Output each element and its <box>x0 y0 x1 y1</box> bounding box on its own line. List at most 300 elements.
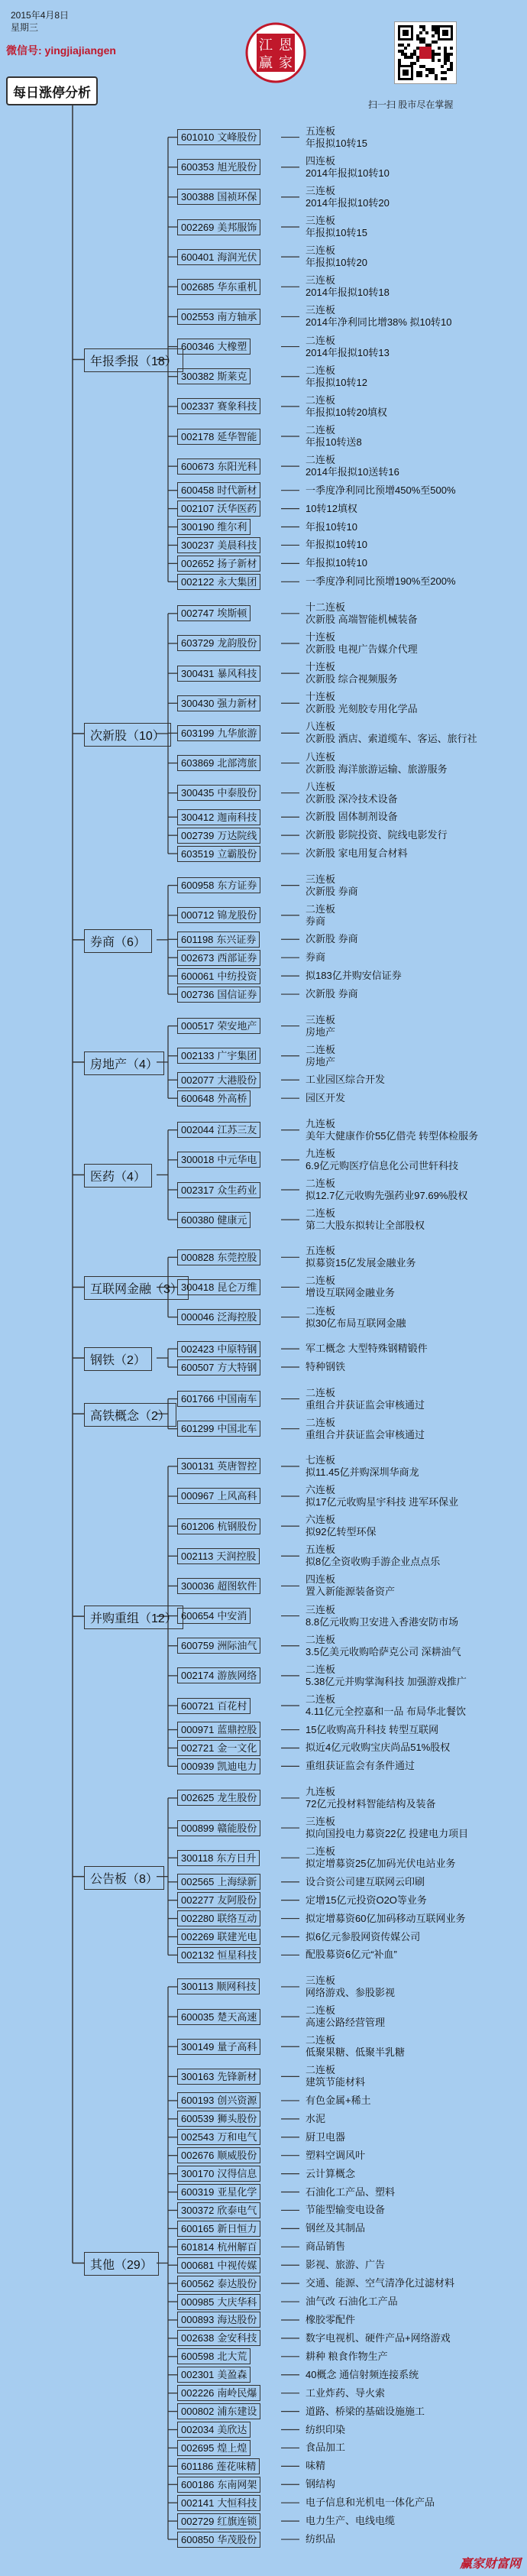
stock-note-line: 6.9亿元购医疗信息化公司世轩科技 <box>306 1159 459 1171</box>
stock-code: 002113 <box>181 1550 214 1562</box>
stock-name: 楚天高速 <box>217 2011 257 2023</box>
stock-note-line: 2014年报拟10送转16 <box>306 466 399 478</box>
stock-code: 002739 <box>181 829 215 841</box>
stock-note-line: 建筑节能材料 <box>306 2076 366 2088</box>
stock-note-line: 纺织印染 <box>306 2423 346 2435</box>
stock-code: 002337 <box>181 400 215 413</box>
stock-node <box>177 2532 260 2548</box>
stock-note-line: 拟92亿转型环保 <box>306 1526 377 1538</box>
stock-name: 英唐智控 <box>217 1460 257 1473</box>
stock-note <box>306 2332 451 2344</box>
stock-code: 603869 <box>181 757 215 770</box>
stock-code: 002695 <box>181 2442 215 2454</box>
stock-node <box>177 1667 260 1683</box>
stock-code: 000893 <box>181 2314 215 2326</box>
stock-node <box>177 2348 251 2364</box>
stock-node <box>177 2221 260 2237</box>
stock-name: 中视传媒 <box>217 2259 257 2271</box>
stock-note <box>306 575 456 588</box>
stock-note <box>306 2387 385 2399</box>
stock-node <box>177 1359 260 1375</box>
stock-note <box>306 2424 345 2436</box>
stock-node <box>177 2422 251 2438</box>
stock-node <box>177 877 260 893</box>
stock-node <box>177 968 260 984</box>
stock-note-line: 二连板 <box>306 2034 336 2046</box>
header-date: 2015年4月8日 <box>11 10 70 21</box>
stock-note <box>306 1913 465 1925</box>
stock-name: 联建光电 <box>217 1931 257 1943</box>
stock-node <box>177 2276 260 2292</box>
stock-note <box>306 2515 395 2527</box>
stock-note <box>306 1894 427 1907</box>
stock-node <box>177 605 251 621</box>
stock-note-line: 二连板 <box>306 2064 336 2076</box>
stock-node <box>177 1850 260 1866</box>
stock-note-line: 重组获证监会有条件通过 <box>306 1760 415 1772</box>
stock-note-line: 二连板 <box>306 1275 336 1287</box>
stock-node <box>177 1122 260 1138</box>
category-node: 高铁概念（2） <box>84 1403 176 1427</box>
stock-note-line: 2014年报拟10转10 <box>306 167 390 179</box>
stock-code: 300163 <box>181 2070 215 2082</box>
stock-note-line: 三连板 <box>306 1974 336 1986</box>
stock-node <box>177 809 260 825</box>
stock-note-line: 二连板 <box>306 1663 336 1675</box>
stock-node <box>177 828 260 844</box>
stock-node <box>177 1421 260 1437</box>
stock-name: 龙生股份 <box>217 1792 257 1804</box>
stock-note-line: 次新股 光刻胶专用化学品 <box>306 703 418 715</box>
stock-name: 中国南车 <box>217 1393 257 1405</box>
stock-name: 大庆华科 <box>217 2296 257 2308</box>
stock-code: 002736 <box>181 988 215 1000</box>
stock-note <box>306 2222 365 2234</box>
stock-note-line: 二连板 <box>306 1386 336 1398</box>
stock-node <box>177 1698 251 1714</box>
stock-code: 002133 <box>181 1050 215 1062</box>
stock-node <box>177 2239 260 2255</box>
stock-note <box>306 1044 335 1068</box>
stock-code: 002269 <box>181 221 215 233</box>
stock-note-line: 15亿收购高升科技 转型互联网 <box>306 1723 439 1735</box>
stock-code: 300018 <box>181 1154 215 1166</box>
stock-name: 广宇集团 <box>217 1050 257 1062</box>
stock-note <box>306 185 390 209</box>
stock-name: 华茂股份 <box>217 2533 257 2545</box>
stock-name: 泰达股份 <box>217 2277 257 2289</box>
stock-name: 百花村 <box>217 1700 247 1712</box>
stock-note-line: 道路、桥梁的基础设施施工 <box>306 2405 425 2417</box>
stock-node <box>177 309 260 325</box>
stock-node <box>177 907 260 923</box>
stock-code: 600648 <box>181 1092 215 1104</box>
stock-note-line: 八连板 <box>306 750 336 763</box>
stock-name: 江苏三友 <box>217 1124 257 1136</box>
stock-name: 金安科技 <box>217 2332 257 2344</box>
stock-node <box>177 1820 260 1836</box>
stock-name: 浦东建设 <box>217 2406 257 2418</box>
stock-code: 600165 <box>181 2222 215 2234</box>
stock-name: 创兴资源 <box>217 2095 257 2107</box>
stock-node <box>177 1391 260 1407</box>
stock-note <box>306 1975 395 1999</box>
stock-node <box>177 249 260 265</box>
stock-node <box>177 2294 260 2310</box>
stock-note-line: 纺织品 <box>306 2533 336 2545</box>
stock-name: 美邦服饰 <box>217 221 257 233</box>
stock-note-line: 次新股 综合视频服务 <box>306 673 398 685</box>
stock-code: 000681 <box>181 2259 215 2271</box>
stock-name: 杭钢股份 <box>217 1520 257 1532</box>
stock-code: 002652 <box>181 557 215 569</box>
stock-note-line: 园区开发 <box>306 1092 346 1104</box>
stock-note-line: 九连板 <box>306 1117 336 1129</box>
stock-name: 美晨科技 <box>217 539 257 551</box>
stock-name: 国信证券 <box>217 988 257 1000</box>
stock-note-line: 网络游戏、参股影视 <box>306 1986 396 1998</box>
stock-name: 东方日升 <box>216 1852 257 1864</box>
stock-note-line: 二连板 <box>306 1633 336 1645</box>
wechat-id: 微信号: yingjiajiangen <box>6 44 116 57</box>
stock-note-line: 十二连板 <box>306 601 346 613</box>
stock-node <box>177 1722 260 1738</box>
stock-node <box>177 2039 260 2055</box>
stock-note <box>306 2406 425 2418</box>
root-node: 每日涨停分析 <box>6 76 98 105</box>
category-node: 房地产（4） <box>84 1051 164 1075</box>
stock-note-line: 拟17亿元收购星宇科技 进军环保业 <box>306 1495 459 1508</box>
stock-code: 300430 <box>181 697 215 709</box>
stock-note <box>306 1484 458 1508</box>
stock-note-line: 拟定增募资60亿加码移动互联网业务 <box>306 1912 466 1924</box>
stock-node <box>177 1978 260 1994</box>
stock-code: 002280 <box>181 1913 215 1925</box>
stock-code: 600507 <box>181 1361 215 1373</box>
stock-note <box>306 2369 419 2381</box>
stock-note-line: 钢结构 <box>306 2478 336 2490</box>
stock-note-line: 电子信息和光机电一体化产品 <box>306 2497 435 2509</box>
stock-note-line: 二连板 <box>306 334 336 346</box>
stock-node <box>177 2440 251 2456</box>
stock-note <box>306 903 335 928</box>
stock-node <box>177 635 260 651</box>
stock-note-line: 三连板 <box>306 274 336 287</box>
stock-code: 600458 <box>181 484 215 497</box>
stock-node <box>177 2385 260 2401</box>
stock-note-line: 三连板 <box>306 1013 336 1026</box>
stock-note <box>306 1207 425 1232</box>
stock-code: 002721 <box>181 1742 215 1754</box>
stock-note <box>306 1634 461 1658</box>
stock-code: 002132 <box>181 1949 215 1961</box>
stock-note <box>306 2095 371 2107</box>
stock-name: 欣泰电气 <box>217 2204 257 2216</box>
stock-note-line: 云计算概念 <box>306 2167 356 2179</box>
header-weekday: 星期三 <box>11 22 39 33</box>
stock-code: 600193 <box>181 2095 215 2107</box>
stock-note <box>306 335 390 359</box>
stock-node <box>177 2330 260 2346</box>
stock-note-line: 拟向国投电力募资22亿 投建电力项目 <box>306 1828 469 1840</box>
stock-name: 龙韵股份 <box>217 637 257 650</box>
stock-note <box>306 1816 468 1840</box>
stock-code: 300131 <box>181 1460 215 1473</box>
stock-node <box>177 1740 260 1756</box>
stock-code: 002226 <box>181 2387 215 2399</box>
stock-note-line: 次新股 影院投资、院线电影发行 <box>306 829 448 841</box>
stock-name: 外高桥 <box>217 1092 247 1104</box>
stock-name: 南岭民爆 <box>217 2387 257 2399</box>
stock-note <box>306 1693 466 1718</box>
stock-note-line: 油气改 石油化工产品 <box>306 2296 398 2308</box>
stock-note <box>306 811 398 823</box>
stock-code: 002543 <box>181 2131 215 2143</box>
stock-note-line: 十连板 <box>306 630 336 643</box>
stock-note <box>306 539 367 551</box>
stock-name: 万达院线 <box>217 829 257 841</box>
stock-code: 300149 <box>181 2040 215 2053</box>
stock-node <box>177 987 260 1003</box>
stock-note-line: 五连板 <box>306 125 336 137</box>
stock-node <box>177 2147 260 2163</box>
stock-name: 友阿股份 <box>217 1894 257 1907</box>
stock-code: 000828 <box>181 1251 215 1263</box>
stock-note-line: 味精 <box>306 2460 326 2472</box>
stock-note <box>306 2150 365 2162</box>
stock-note-line: 食品加工 <box>306 2442 346 2454</box>
stock-node <box>177 2202 260 2218</box>
stock-note-line: 水泥 <box>306 2112 326 2124</box>
category-node: 次新股（10） <box>84 723 171 747</box>
stock-node <box>177 574 260 590</box>
stock-name: 汉得信息 <box>217 2168 257 2180</box>
stock-code: 600353 <box>181 161 215 173</box>
stock-name: 超图软件 <box>217 1580 257 1592</box>
stock-node <box>177 2458 260 2474</box>
stock-code: 002317 <box>181 1184 215 1196</box>
stock-note-line: 拟募资15亿发展金融业务 <box>306 1257 416 1269</box>
stock-node <box>177 1341 260 1357</box>
stock-code: 300190 <box>181 521 215 533</box>
stock-note <box>306 394 387 419</box>
stock-note-line: 二连板 <box>306 1207 336 1220</box>
stock-node <box>177 368 251 384</box>
stock-note-line: 九连板 <box>306 1147 336 1159</box>
stock-note-line: 四连板 <box>306 1573 336 1586</box>
stock-note-line: 年报拟10转12 <box>306 376 367 388</box>
stock-code: 002638 <box>181 2332 215 2344</box>
stock-name: 大恒科技 <box>217 2497 257 2509</box>
stock-code: 002141 <box>181 2497 215 2509</box>
stock-code: 601814 <box>181 2241 215 2253</box>
stock-name: 金一文化 <box>217 1742 257 1754</box>
stock-code: 002269 <box>181 1931 215 1943</box>
stock-note-line: 二连板 <box>306 364 336 376</box>
stock-note-line: 2014年报拟10转13 <box>306 346 390 358</box>
stock-note <box>306 1417 425 1441</box>
stock-code: 002625 <box>181 1792 215 1804</box>
stock-node <box>177 519 251 535</box>
stock-node <box>177 482 260 498</box>
stock-name: 文峰股份 <box>217 131 257 144</box>
stock-note <box>306 424 362 449</box>
stock-name: 游族网络 <box>217 1670 257 1682</box>
stock-note-line: 八连板 <box>306 721 336 733</box>
stock-note-line: 一季度净利同比预增450%至500% <box>306 484 456 496</box>
stock-code: 600759 <box>181 1640 215 1652</box>
stock-note-line: 橡胶零配件 <box>306 2313 356 2325</box>
stock-note <box>306 304 451 329</box>
stock-name: 万和电气 <box>217 2131 257 2143</box>
stock-note <box>306 521 357 533</box>
stock-node <box>177 1548 260 1564</box>
stock-code: 300113 <box>181 1981 214 1993</box>
stock-name: 赛象科技 <box>217 400 257 413</box>
stock-note-line: 十连板 <box>306 691 336 703</box>
stock-code: 002277 <box>181 1894 215 1907</box>
stock-name: 中原特钢 <box>217 1343 257 1355</box>
stock-note <box>306 1361 345 1373</box>
stock-note-line: 低聚果糖、低聚半乳糖 <box>306 2046 406 2059</box>
stock-note-line: 配股募资6亿元“补血” <box>306 1949 397 1961</box>
stock-note-line: 次新股 固体制剂设备 <box>306 811 398 823</box>
stock-name: 扬子新材 <box>217 557 257 569</box>
stock-note <box>306 1275 395 1299</box>
stock-note-line: 次新股 酒店、索道缆车、客运、旅行社 <box>306 733 477 745</box>
stock-note-line: 年报拟10转20 <box>306 257 367 269</box>
stock-node <box>177 2312 260 2328</box>
stock-note-line: 次新股 家电用复合材料 <box>306 847 408 860</box>
header-date-block <box>11 9 69 34</box>
stock-note <box>306 2186 395 2199</box>
stock-name: 天润控股 <box>216 1550 257 1562</box>
stock-note-line: 4.11亿元全控嘉和一品 布局华北餐饮 <box>306 1706 466 1717</box>
stock-node <box>177 1874 260 1890</box>
stock-code: 600850 <box>181 2533 215 2545</box>
stock-code: 002553 <box>181 310 215 322</box>
stock-note <box>306 2004 385 2029</box>
stock-note <box>306 873 358 898</box>
stock-name: 泛海控股 <box>217 1311 257 1324</box>
stock-name: 南方轴承 <box>217 310 257 322</box>
stock-code: 600061 <box>181 970 215 982</box>
stock-name: 上海绿新 <box>217 1876 257 1888</box>
stock-code: 600562 <box>181 2277 215 2289</box>
stock-name: 锦龙股份 <box>217 909 257 922</box>
stock-code: 000939 <box>181 1760 215 1772</box>
stock-code: 002174 <box>181 1670 215 1682</box>
stock-name: 东方证券 <box>217 880 257 892</box>
stock-name: 凯迪电力 <box>217 1760 257 1772</box>
stock-code: 000967 <box>181 1490 215 1502</box>
stock-note-line: 二连板 <box>306 424 336 436</box>
stock-code: 600598 <box>181 2351 215 2363</box>
svg-text:赢: 赢 <box>259 55 273 71</box>
stock-code: 600958 <box>181 880 215 892</box>
stock-note <box>306 829 448 841</box>
stock-note-line: 二连板 <box>306 1416 336 1428</box>
stock-node <box>177 279 260 295</box>
stock-node <box>177 666 260 682</box>
stock-node <box>177 725 260 741</box>
stock-node <box>177 501 260 517</box>
stock-code: 601198 <box>181 933 214 945</box>
stock-note <box>306 1845 455 1870</box>
stock-code: 002044 <box>181 1124 215 1136</box>
stock-note <box>306 1742 450 1754</box>
stock-name: 国祯环保 <box>217 191 257 203</box>
stock-node <box>177 189 260 205</box>
stock-note <box>306 2034 405 2059</box>
stock-note-line: 六连板 <box>306 1514 336 1526</box>
stock-note-line: 2014年报拟10转20 <box>306 196 390 209</box>
stock-node <box>177 2513 260 2529</box>
stock-note-line: 石油化工产品、塑料 <box>306 2186 396 2198</box>
stock-name: 中纺投资 <box>217 970 257 982</box>
stock-note <box>306 484 456 497</box>
stock-node <box>177 219 260 235</box>
stock-note-line: 拟6亿元参股网资传媒公司 <box>306 1930 421 1943</box>
stock-note-line: 三连板 <box>306 1603 336 1615</box>
stock-code: 002673 <box>181 951 215 964</box>
stock-note-line: 钢丝及其制品 <box>306 2222 366 2234</box>
stock-note <box>306 2113 325 2125</box>
stock-code: 000802 <box>181 2406 215 2418</box>
stock-note-line: 数字电视机、硬件产品+网络游戏 <box>306 2331 451 2344</box>
stock-note <box>306 1245 415 1269</box>
stock-note-line: 5.38亿元并购掌淘科技 加强游戏推广 <box>306 1675 467 1687</box>
stock-name: 中安消 <box>217 1610 247 1622</box>
stock-note <box>306 125 367 150</box>
stock-note <box>306 1305 406 1330</box>
stock-code: 600319 <box>181 2186 215 2199</box>
stock-note-line: 年报拟10转10 <box>306 539 367 551</box>
stock-name: 维尔利 <box>217 521 247 533</box>
stock-note-line: 高速公路经营管理 <box>306 2017 386 2029</box>
stock-note <box>306 1760 415 1772</box>
stock-note-line: 券商 <box>306 915 326 927</box>
stock-note-line: 增设互联网金融业务 <box>306 1287 396 1299</box>
stock-note-line: 二连板 <box>306 2004 336 2017</box>
stock-code: 300431 <box>181 667 215 679</box>
stock-note-line: 三连板 <box>306 184 336 196</box>
stock-name: 方大特钢 <box>217 1361 257 1373</box>
stock-code: 300118 <box>181 1852 214 1864</box>
stock-node <box>177 755 260 771</box>
stock-code: 600654 <box>181 1610 215 1622</box>
stock-code: 600380 <box>181 1213 215 1226</box>
stock-note <box>306 2204 385 2216</box>
stock-name: 东兴证券 <box>216 933 257 945</box>
stock-node <box>177 2257 260 2273</box>
stock-node <box>177 1279 260 1295</box>
stock-note-line: 二连板 <box>306 454 336 466</box>
stock-note-line: 厨卫电器 <box>306 2130 346 2143</box>
stock-name: 众生药业 <box>217 1184 257 1196</box>
stock-note-line: 拟近4亿元收购宝庆尚品51%股权 <box>306 1742 451 1754</box>
stock-name: 沃华医药 <box>217 503 257 515</box>
stock-node <box>177 1947 260 1963</box>
stock-note-line: 拟定增募资25亿加码光伏电站业务 <box>306 1858 456 1870</box>
stock-code: 601186 <box>181 2460 214 2472</box>
stock-note <box>306 1343 428 1355</box>
stock-note-line: 次新股 海洋旅游运输、旅游服务 <box>306 763 448 775</box>
stock-note-line: 次新股 高端智能机械装备 <box>306 613 418 625</box>
stock-note <box>306 691 418 715</box>
stock-name: 上风高科 <box>217 1490 257 1502</box>
stock-node <box>177 1249 260 1265</box>
